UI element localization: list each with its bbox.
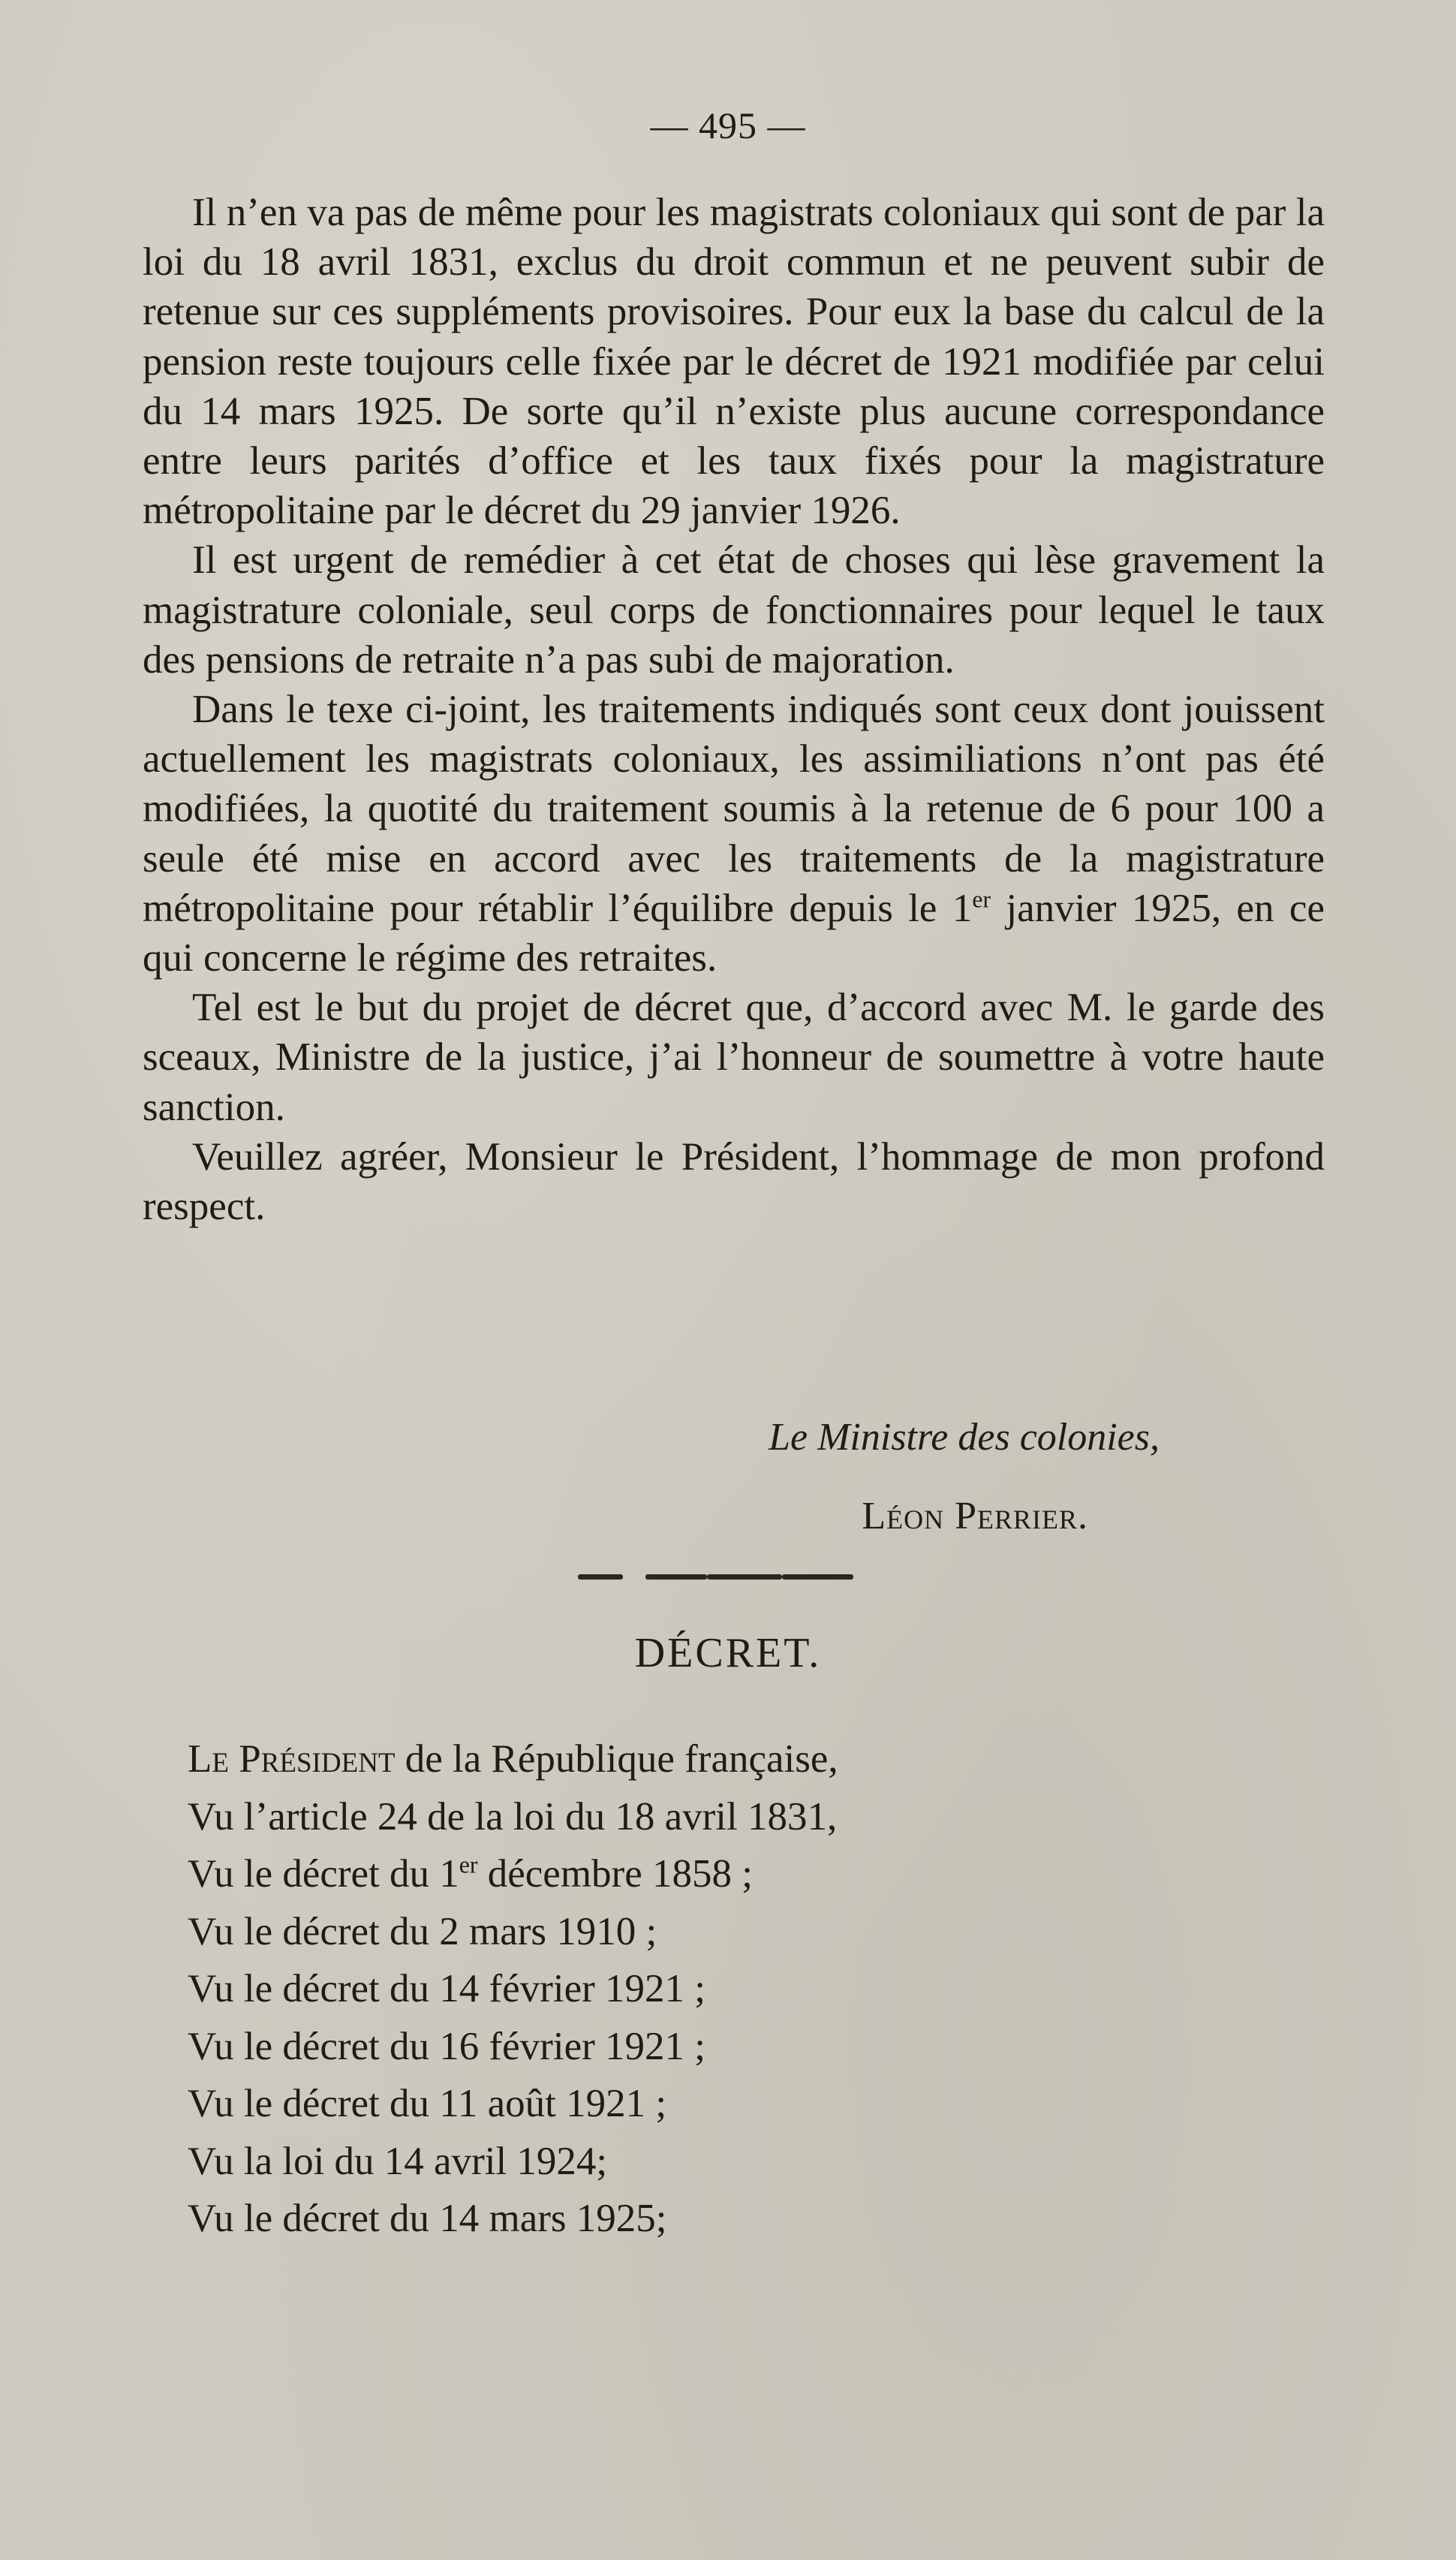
- decree-item: Vu le décret du 14 février 1921 ;: [188, 1967, 705, 2010]
- decree-item: Vu le décret du 2 mars 1910 ;: [188, 1909, 657, 1953]
- decree-intro-lead: Le Président: [188, 1737, 396, 1781]
- paragraph-text: janvier 1925, en ce qui concerne le régime des retraites.: [143, 886, 1325, 980]
- paragraph: Tel est le but du projet de décret que, d’accord avec M. le garde des sceaux, Ministre de la justice, j’ai l’honneur de soumettre à votre haute sanction.: [143, 986, 1325, 1129]
- paragraph: Veuillez agréer, Monsieur le Président, l’hommage de mon profond respect.: [143, 1134, 1325, 1229]
- signature-title: Le Ministre des colonies,: [769, 1416, 1160, 1459]
- decree-intro: [188, 1730, 838, 1788]
- decree-item: Vu l’article 24 de la loi du 18 avril 1831,: [188, 1794, 838, 1839]
- paragraph: Il n’en va pas de même pour les magistrats coloniaux qui sont de par la loi du 18 avril 1831, exclus du droit commun et ne peuvent subir de retenue sur ces suppléments provisoires. Pour eux la base du calcul de la pension reste toujours celle fixée par le décret de 1921 modifiée par celui du 14 mars 1925. De sorte qu’il n’existe plus aucune correspondance entre leurs parités d’office et les taux fixés pour la magistrature métropolitaine par le décret du 29 janvier 1926.: [143, 191, 1325, 533]
- decree-item: Vu le décret du 14 mars 1925;: [188, 2197, 667, 2240]
- body-text: [143, 188, 1325, 1231]
- signature-name: Léon Perrier.: [862, 1495, 1088, 1538]
- decree-list: [188, 1730, 838, 2248]
- paragraph-text: Dans le texe ci-joint, les traitements indiqués sont ceux dont jouissent actuellement les magistrats coloniaux, les assimiliations n’ont pas été modifiées, la quotité du traitement soumis à la retenue de 6 pour 100 a seule été mise en accord avec les traitements de la magistrature métropolitaine pour rétablir l’équilibre depuis le 1: [143, 688, 1325, 930]
- decree-item: [188, 1845, 838, 1903]
- paragraph: [143, 685, 1325, 983]
- decree-title: DÉCRET.: [634, 1630, 822, 1676]
- decree-item-text: décembre 1858 ;: [477, 1852, 753, 1896]
- decree-item: Vu la loi du 14 avril 1924;: [188, 2139, 608, 2183]
- decree-item: Vu le décret du 11 août 1921 ;: [188, 2082, 667, 2125]
- decree-item: Vu le décret du 16 février 1921 ;: [188, 2024, 705, 2068]
- paragraph: Il est urgent de remédier à cet état de choses qui lèse gravement la magistrature coloniale, seul corps de fonctionnaires pour lequel le taux des pensions de retraite n’a pas subi de majoration.: [143, 538, 1325, 682]
- page-number: — 495 —: [650, 104, 806, 146]
- superscript: er: [459, 1851, 478, 1878]
- superscript: er: [972, 886, 991, 913]
- decree-item-text: Vu le décret du 1: [188, 1852, 459, 1896]
- decree-intro-rest: de la République française,: [395, 1737, 838, 1781]
